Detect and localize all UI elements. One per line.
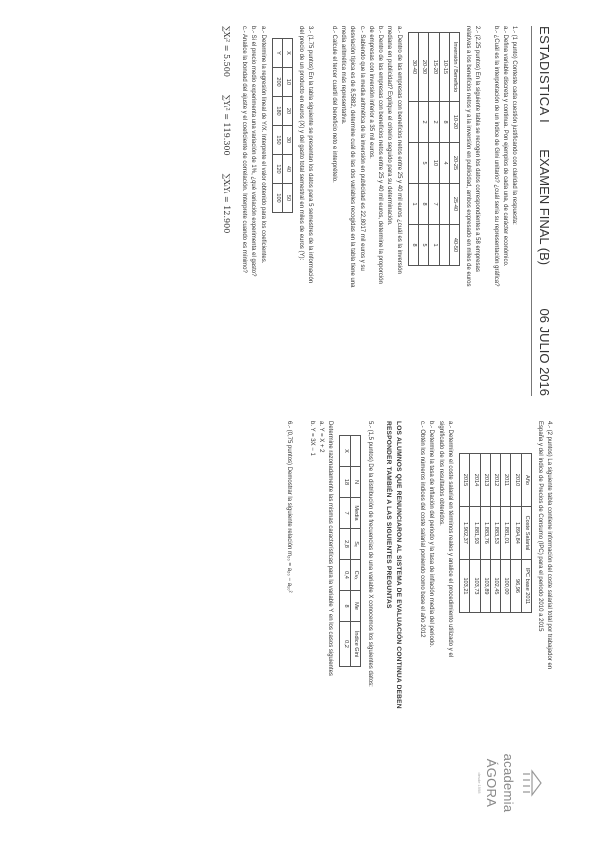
q4-part-c: c.- Obtén los números índices del coste salarial poniendo como base el año 2012: [419, 421, 426, 638]
table-cell: 2013: [480, 454, 490, 507]
row-label: X: [283, 39, 293, 68]
table-cell: 2014: [470, 454, 480, 507]
table-cell: 180: [272, 97, 282, 126]
column-header: Sₓ: [350, 529, 360, 560]
table-cell: 2015: [460, 454, 470, 507]
table-cell: 120: [272, 155, 282, 184]
column-header: Cvₓ: [350, 560, 360, 591]
q2-part-c-line-1: c.- Sabiendo que la media aritmética de la inversión en publicidad es 22,8017 mil euros y su: [358, 26, 365, 271]
q2-part-c-line-3: media aritmética más representativa.: [340, 26, 347, 125]
exam-header: [531, 26, 552, 396]
table-cell: 30: [283, 126, 293, 155]
table-row: [340, 436, 350, 667]
row-label: 15-20: [429, 33, 439, 102]
q4-intro-line-2: España y del índice de Precios de Consumo (IPC) para el periodo 2010 a 2015: [536, 421, 543, 632]
table-cell: 2011: [501, 454, 511, 507]
table-row: [470, 454, 480, 613]
table-row: [460, 454, 470, 613]
q4-part-a-line-1: a.- Determine el coste salarial en términos reales y analice el procedimiento utilizado y el: [447, 421, 454, 658]
table-row: [439, 33, 449, 266]
table-cell: 18: [340, 467, 350, 498]
table-cell: 2,8: [340, 529, 350, 560]
table-cell: 8: [408, 225, 418, 266]
table-cell: [408, 102, 418, 143]
question-1: [491, 26, 517, 396]
column-header: 10-20: [449, 102, 459, 143]
question-3: [221, 26, 313, 396]
row-label: 30-40: [408, 33, 418, 102]
table-row: [429, 33, 439, 266]
logo-subtitle: desde 1998: [477, 772, 483, 794]
table-cell: 100: [272, 184, 282, 213]
exam-sheet: [77, 26, 552, 816]
q1-part-b: b.- ¿Cuál es la interpretación de un índice de Gini unitario? ¿cuál sería su representación gráfica?: [492, 26, 499, 287]
column-header: [350, 436, 360, 467]
table-cell: 1.881,93: [470, 507, 480, 560]
column-header: IPC base 2011: [521, 560, 531, 613]
table-cell: 7: [340, 498, 350, 529]
q2-part-b-line-2: de empresas con inversión inferior a 35 mil euros.: [367, 26, 374, 159]
table-cell: [408, 143, 418, 184]
q2-part-c-line-2: desviación típica es de 8,5882, determine cuál de las dos variables recogidas en la tabla tiene una: [349, 26, 356, 288]
table-cell: 100,00: [501, 560, 511, 613]
q2-part-b-line-1: b.- Dentro de las empresas con beneficios netos entre 25 y 40 mil euros, determine la proporción: [377, 26, 384, 284]
table-cell: 103,73: [470, 560, 480, 613]
q3-intro-line-2: del precio de un producto en euros (X) y del gasto total semestral en miles de euros (Y):: [298, 26, 305, 261]
table-cell: 103,89: [480, 560, 490, 613]
table-cell: 8: [439, 102, 449, 143]
q2-part-a-line-2: mediana en publicidad? Explique el criterio seguido para su determinación.: [386, 26, 393, 226]
table-cell: 8: [340, 591, 350, 622]
table-cell: 1.883,53: [490, 507, 500, 560]
table-row: [511, 454, 521, 613]
table-cell: 10: [429, 143, 439, 184]
q4-part-a-line-2: significado de los resultados obtenidos.: [437, 421, 444, 526]
table-header-row: [521, 454, 531, 613]
q3-part-a: a.- Determine la regresión lineal de Y/X. Interprete el valor obtenido para los coeficientes.: [259, 26, 266, 264]
table-cell: 8: [419, 184, 429, 225]
row-label: 10-15: [439, 33, 449, 102]
q1-part-a: a.- Defina variable discreta y continua. Pon ejemplos de cada una, de carácter económico.: [501, 26, 508, 267]
table-cell: 1: [429, 225, 439, 266]
table-row: [408, 33, 418, 266]
q4-part-b: b.- Determine la tasa de inflación del periodo y la tasa de inflación media del periodo.: [428, 421, 435, 648]
notice-line-1: LOS ALUMNOS QUE RENUNCIARON AL SISTEMA DE EVALUACIÓN CONTINUA DEBEN: [394, 421, 402, 709]
table-cell: 5: [419, 143, 429, 184]
table-cell: 50: [283, 184, 293, 213]
q3-intro-line-1: 3.- (1.75 puntos) En la tabla siguiente se presentan los datos para 5 semestres de la información: [307, 26, 314, 284]
exam-title: EXAMEN FINAL (B): [537, 149, 552, 266]
column-header: Media: [350, 498, 360, 529]
pediment-icon: [522, 769, 544, 797]
q5-case-a: a. Y = X + 2: [318, 421, 325, 453]
table-cell: 40: [283, 155, 293, 184]
table-cell: 1.894,84: [511, 507, 521, 560]
table-cell: 4: [439, 143, 449, 184]
table-cell: 5: [419, 225, 429, 266]
table-cell: 2010: [511, 454, 521, 507]
table-cell: 1.883,76: [480, 507, 490, 560]
table-cell: 96,96: [511, 560, 521, 613]
sum-y-squared: ∑Yᵢ² = 119.300: [222, 94, 232, 156]
table-cell: 200: [272, 68, 282, 97]
question-5: [307, 421, 373, 816]
left-column: [221, 26, 552, 396]
continuous-evaluation-notice: [383, 421, 402, 816]
q5-case-b: b. Y = 3X − 1: [308, 421, 315, 456]
q2-part-a-line-1: a.- Dentro de las empresas con beneficios netos entre 25 y 40 mil euros ¿cuál es la inversión: [395, 26, 402, 274]
table-cell: 20: [283, 97, 293, 126]
q2-intro-line-1: 2.- (2.25 puntos) En la siguiente tabla se recogen los datos correspondientes a 58 empresas: [474, 26, 481, 272]
table-cell: 2012: [490, 454, 500, 507]
column-header: Coste Salarial: [521, 507, 531, 560]
table-cell: [439, 184, 449, 225]
q5-intro: 5.- (1,5 puntos) De la distribución de frecuencias de una variable X conocemos los siguientes datos:: [366, 421, 373, 687]
table-row: [501, 454, 511, 613]
table-corner-cell: Inversión / Beneficio: [449, 33, 459, 102]
table-cell: 0,2: [340, 622, 350, 667]
column-header: 40-50: [449, 225, 459, 266]
column-header: Índice Gini: [350, 622, 360, 667]
sum-xy: ∑XᵢYᵢ = 12.900: [222, 173, 232, 234]
column-header: Año: [521, 454, 531, 507]
q1-title: 1.- (1 punto) Conteste cada cuestión justificando con claridad la respuesta:: [511, 26, 518, 225]
table-cell: 2: [419, 102, 429, 143]
table-cell: 1.881,01: [501, 507, 511, 560]
table-cell: 102,45: [490, 560, 500, 613]
q6-text: 6.- (0,75 puntos) Demostrar la siguiente relación m₂₀ = a₂₀ − a₁₀²: [285, 421, 292, 593]
table-cell: 1: [408, 184, 418, 225]
table-cell: [439, 225, 449, 266]
question-2: [329, 26, 480, 396]
salary-cpi-table: [459, 453, 532, 613]
logo-name: academia ÁGORA: [484, 753, 517, 813]
price-expense-table: [272, 38, 294, 213]
notice-line-2: RESPONDER TAMBIÉN A LAS SIGUIENTES PREGUNTAS: [384, 421, 392, 609]
q4-intro-line-1: 4.- (2 puntos) La siguiente tabla contiene información del coste salarial total por trabajador en: [546, 421, 552, 670]
q5-instruction: Determine razonadamente las mismas características para la variable Y en los casos siguientes: [327, 421, 334, 676]
course-title: ESTADISTICA I: [537, 26, 552, 124]
q3-part-c: c.- Analice la bondad del ajuste y el coeficiente de correlación. Interprete cuando es mínimo?: [241, 26, 248, 273]
row-label: Y: [272, 39, 282, 68]
academy-logo: [477, 751, 544, 815]
table-cell: 103,21: [460, 560, 470, 613]
table-cell: 1.902,37: [460, 507, 470, 560]
table-row: [419, 33, 429, 266]
frequency-stats-table: [339, 435, 361, 667]
q2-intro-line-2: relativas a los beneficios netos y a la inversión en publicidad, ambos expresado en miles de euros: [464, 26, 471, 287]
exam-date: 06 JULIO 2016: [537, 308, 552, 396]
table-cell: 150: [272, 126, 282, 155]
sum-x-squared: ∑Xᵢ² = 5.500: [222, 26, 232, 77]
table-cell: 0,4: [340, 560, 350, 591]
table-cell: 7: [429, 184, 439, 225]
q3-part-b: b.- Si el precio medio experimenta una variación de 1%, ¿qué variación experimenta el gasto?: [250, 26, 257, 277]
row-label: 20-30: [419, 33, 429, 102]
table-header-row: [350, 436, 360, 667]
question-6: [284, 421, 292, 816]
column-header: 20-25: [449, 143, 459, 184]
column-header: 25-40: [449, 184, 459, 225]
table-row: [480, 454, 490, 613]
column-header: N: [350, 467, 360, 498]
table-row: [283, 39, 293, 213]
table-cell: X: [340, 436, 350, 467]
table-cell: 10: [283, 68, 293, 97]
table-row: [490, 454, 500, 613]
summation-formulas: [221, 26, 231, 396]
column-header: Me: [350, 591, 360, 622]
q2-part-d: d.- Calcule el tercer cuartil del beneficio neto e interprételo.: [330, 26, 337, 183]
table-cell: 2: [429, 102, 439, 143]
table-row: [272, 39, 282, 213]
investment-profit-table: [408, 32, 460, 266]
table-header-row: [449, 33, 459, 266]
